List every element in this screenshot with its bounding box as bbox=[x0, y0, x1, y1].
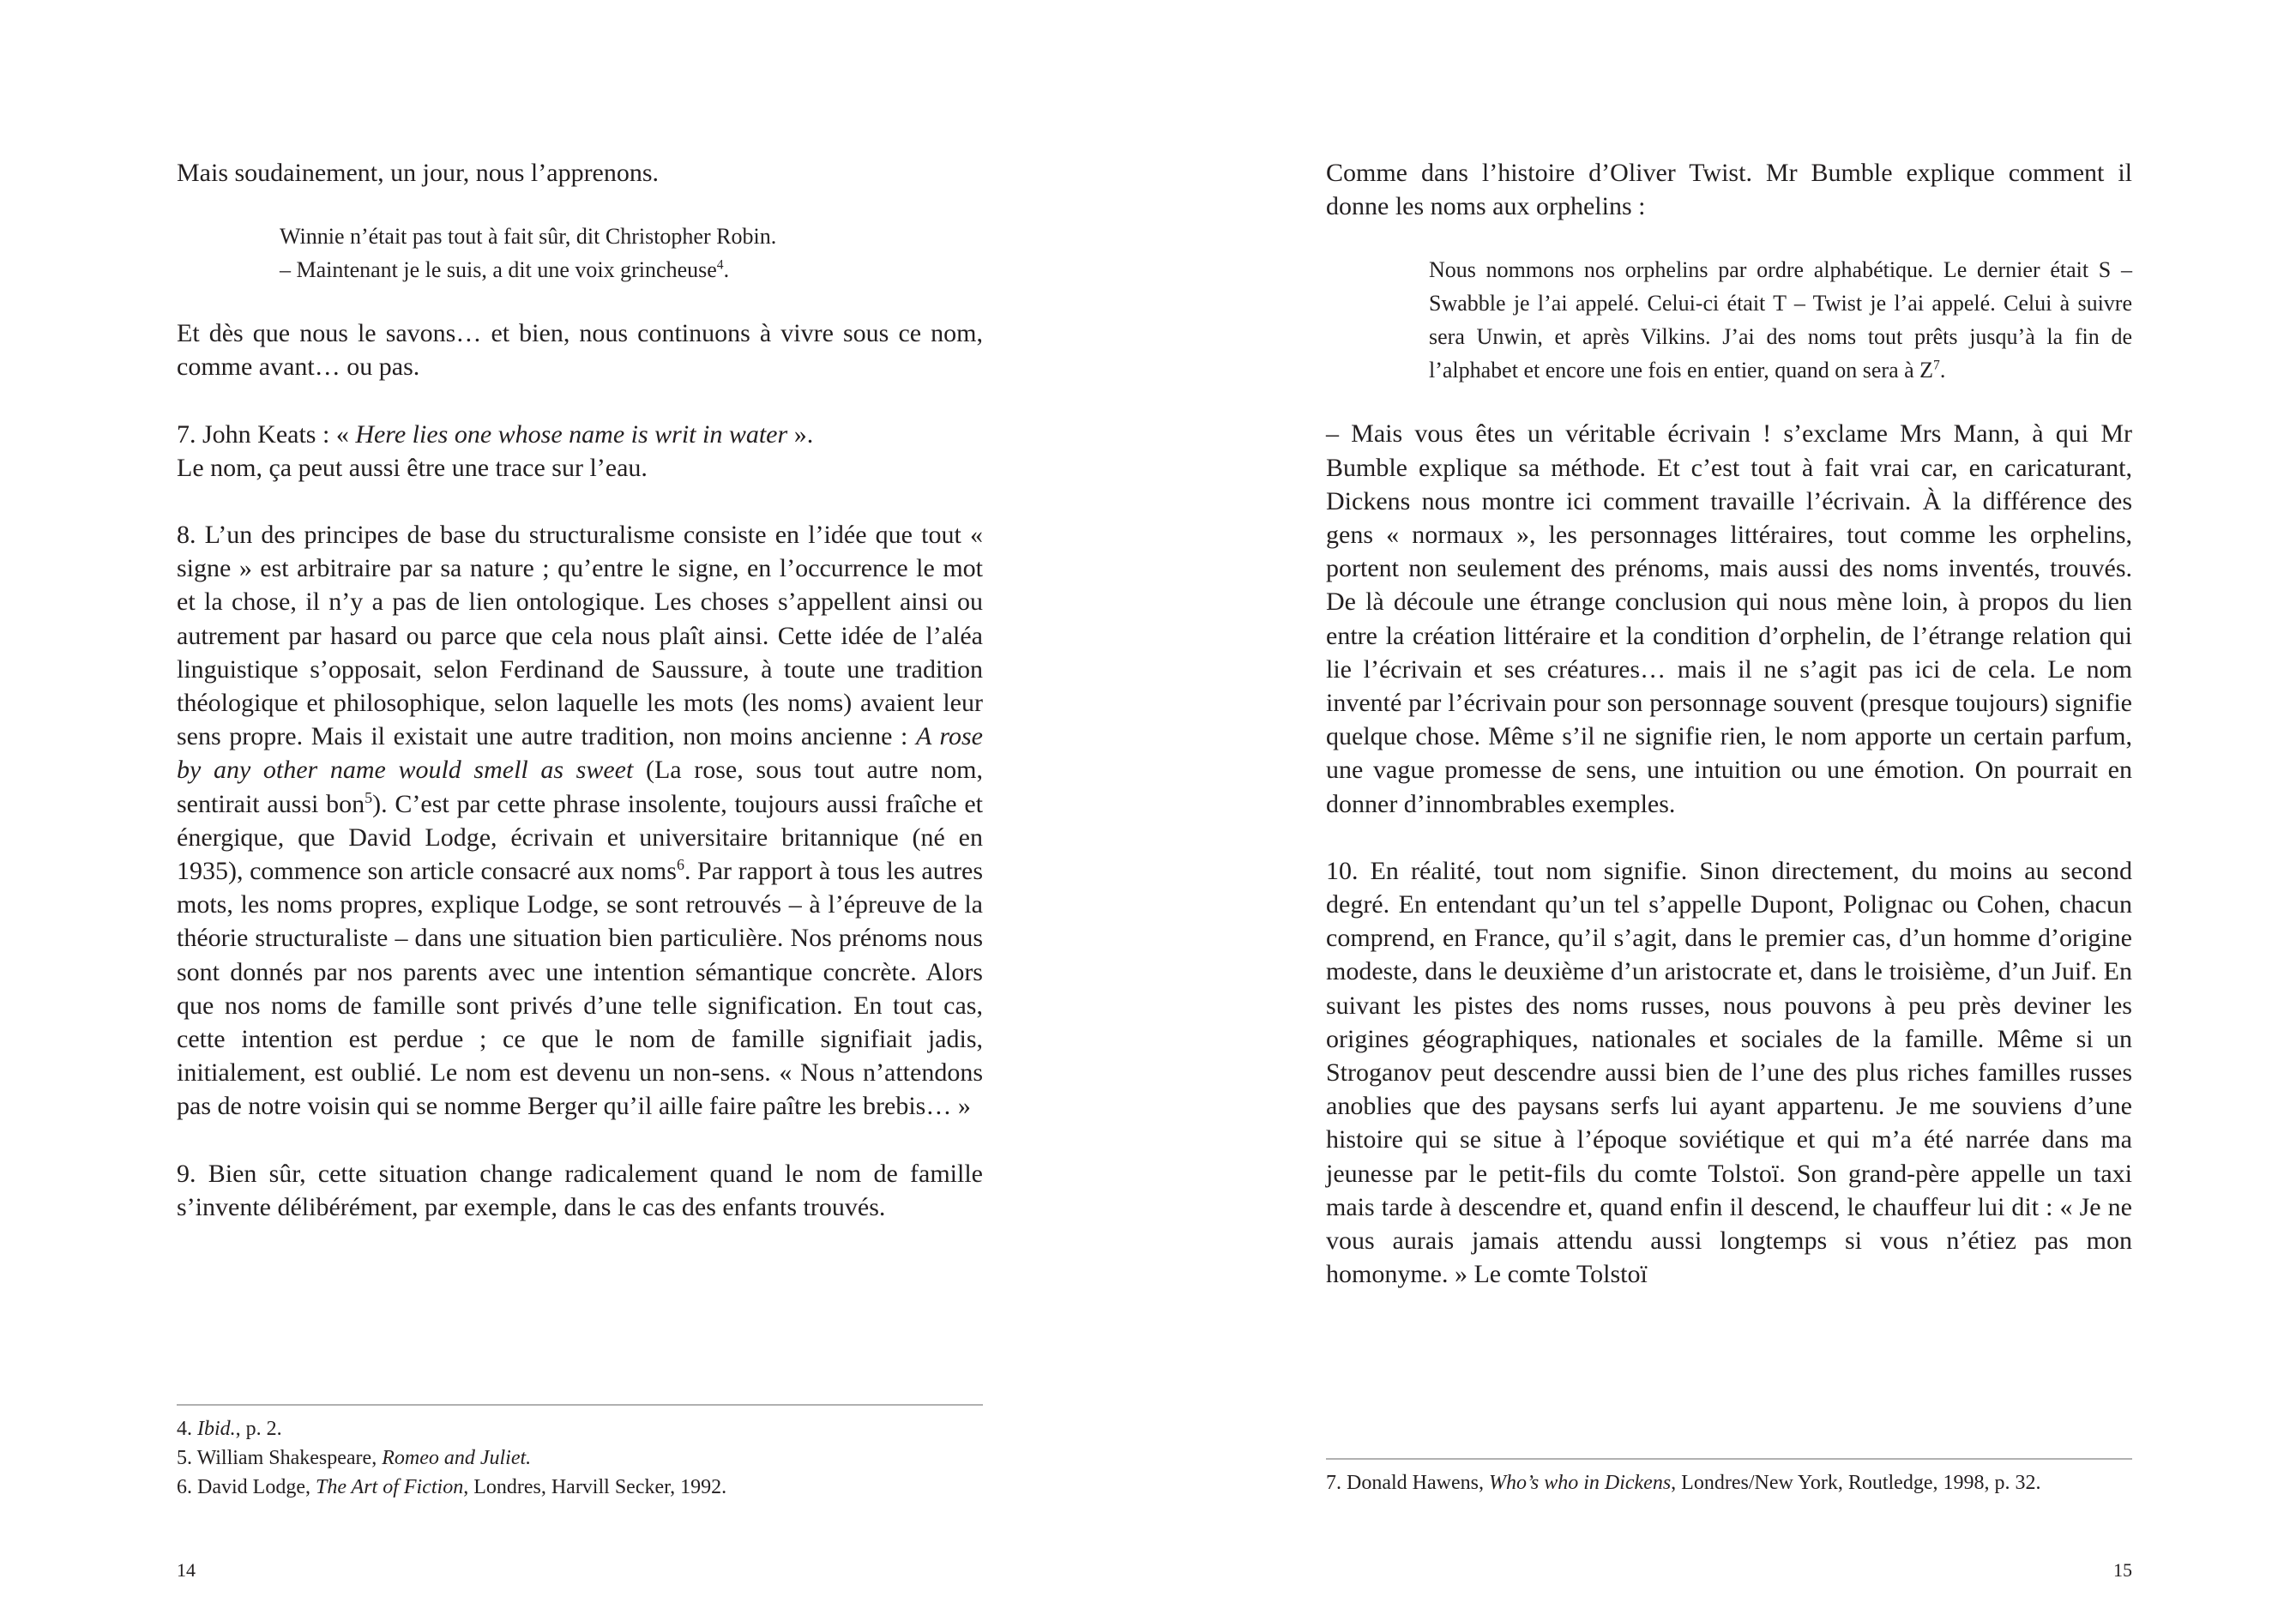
paragraph: Mais soudainement, un jour, nous l’apprenons. bbox=[177, 159, 660, 187]
footnote-divider bbox=[1326, 1458, 2132, 1460]
block-quote bbox=[280, 220, 983, 286]
footnotes bbox=[177, 1404, 983, 1502]
paragraph: Et dès que nous le savons… et bien, nous continuons à vivre sous ce nom, comme avant… ou pas. bbox=[177, 319, 983, 382]
right-page-body bbox=[1326, 156, 2132, 1291]
page-number: 15 bbox=[2113, 1559, 2132, 1581]
paragraph: Comme dans l’histoire d’Oliver Twist. Mr Bumble explique comment il donne les noms aux orphelins : bbox=[1326, 159, 2132, 221]
footnote-divider bbox=[177, 1404, 983, 1406]
footnote-7: 7. Donald Hawens, Who’s who in Dickens, Londres/New York, Routledge, 1998, p. 32. bbox=[1326, 1472, 2041, 1494]
block-quote bbox=[1429, 253, 2132, 387]
footnote-6: 6. David Lodge, The Art of Fiction, Londres, Harvill Secker, 1992. bbox=[177, 1476, 727, 1498]
quote-text: Nous nommons nos orphelins par ordre alphabétique. Le dernier était S – Swabble je l’ai appelé. Celui-ci était T – Twist je l’ai appelé. Celui à suivre sera Unwin, et après Vilkins. J’ai des noms tout prêts jusqu’à la fin de l’alphabet et encore une fois en entier, quand on sera à $Z^7$. bbox=[1429, 257, 2132, 383]
footnote-4: 4. Ibid., p. 2. bbox=[177, 1418, 282, 1440]
paragraph-keats: 7. John Keats : « Here lies one whose name is writ in water ». Le nom, ça peut aussi être une trace sur l’eau. bbox=[177, 419, 814, 482]
paragraph: 9. Bien sûr, cette situation change radicalement quand le nom de famille s’invente délibérément, par exemple, dans le cas des enfants trouvés. bbox=[177, 1159, 983, 1221]
footnote-ref-5[interactable]: 5 bbox=[365, 788, 373, 806]
footnote-ref-7[interactable]: 7 bbox=[1933, 358, 1940, 373]
footnote-ref-4[interactable]: 4 bbox=[716, 257, 724, 273]
quote-line: – Maintenant je le suis, a dit une voix grincheuse$^4$. bbox=[280, 257, 730, 283]
footnote-5: 5. William Shakespeare, Romeo and Juliet. bbox=[177, 1447, 532, 1469]
right-page bbox=[1148, 0, 2295, 1621]
footnotes bbox=[1326, 1458, 2132, 1497]
page-number: 14 bbox=[177, 1559, 196, 1581]
paragraph-structuralism: 8. L’un des principes de base du structuralisme consiste en l’idée que tout « signe » est arbitraire par sa nature ; qu’entre le signe, en l’occurrence le mot et la chose, il n’y a pas de lien ontologique. Les choses s’appellent ainsi ou autrement par hasard ou parce que cela nous plaît ainsi. Cette idée de l’aléa linguistique s’opposait, selon Ferdinand de Saussure, à toute une tradition théologique et philosophique, selon laquelle les mots (les noms) avaient leur sens propre. Mais il existait une autre tradition, non moins ancienne : A rose by any other name would smell as sweet (La rose, sous tout autre nom, sentirait aussi bon$^5$). C’est par cette phrase insolente, toujours aussi fraîche et énergique, que David Lodge, écrivain et universitaire britannique (né en 1935), commence son article consacré aux noms$^6$. Par rapport à tous les autres mots, les noms propres, explique Lodge, se sont retrouvés – à l’épreuve de la théorie structuraliste – dans une situation bien particulière. Nos prénoms nous sont donnés par nos parents avec une intention sémantique concrète. Alors que nos noms de famille sont privés d’une telle signification. En tout cas, cette intention est perdue ; ce que le nom de famille signifiait jadis, initialement, est oublié. Le nom est devenu un non-sens. « Nous n’attendons pas de notre voisin qui se nomme Berger qu’il aille faire paître les brebis… » bbox=[177, 521, 984, 1121]
quote-line: Winnie n’était pas tout à fait sûr, dit Christopher Robin. bbox=[280, 224, 777, 250]
left-page-body bbox=[177, 156, 983, 1224]
paragraph: 10. En réalité, tout nom signifie. Sinon directement, du moins au second degré. En entendant qu’un tel s’appelle Dupont, Polignac ou Cohen, chacun comprend, en France, qu’il s’agit, dans le premier cas, d’un homme d’origine modeste, dans le deuxième d’un aristocrate et, dans le troisième, d’un Juif. En suivant les pistes des noms russes, nous pouvons à peu près deviner les origines géographiques, nationales et sociales de la famille. Même si un Stroganov peut descendre aussi bien de l’une des plus riches familles russes anoblies que des paysans serfs lui ayant appartenu. Je me souviens d’une histoire qui se situe à l’époque soviétique et qui m’a été narrée dans ma jeunesse par le petit-fils du comte Tolstoï. Son grand-père appelle un taxi mais tarde à descendre et, quand enfin il descend, le chauffeur lui dit : « Je ne vous aurais jamais attendu aussi longtemps si vous n’étiez pas mon homonyme. » Le comte Tolstoï bbox=[1326, 856, 2132, 1289]
paragraph: – Mais vous êtes un véritable écrivain ! s’exclame Mrs Mann, à qui Mr Bumble explique sa méthode. Et c’est tout à fait vrai car, en caricaturant, Dickens nous montre ici comment travaille l’écrivain. À la différence des gens « normaux », les personnages littéraires, tout comme les orphelins, portent non seulement des prénoms, mais aussi des noms inventés, trouvés. De là découle une étrange conclusion qui nous mène loin, à propos du lien entre la création littéraire et la condition d’orphelin, de l’étrange relation qui lie l’écrivain et ses créatures… mais il ne s’agit pas ici de cela. Le nom inventé par l’écrivain pour son personnage souvent (presque toujours) signifie quelque chose. Même s’il ne signifie rien, le nom apporte un certain parfum, une vague promesse de sens, une intuition ou une émotion. On pourrait en donner d’innombrables exemples. bbox=[1326, 419, 2132, 818]
footnote-ref-6[interactable]: 6 bbox=[676, 856, 684, 874]
